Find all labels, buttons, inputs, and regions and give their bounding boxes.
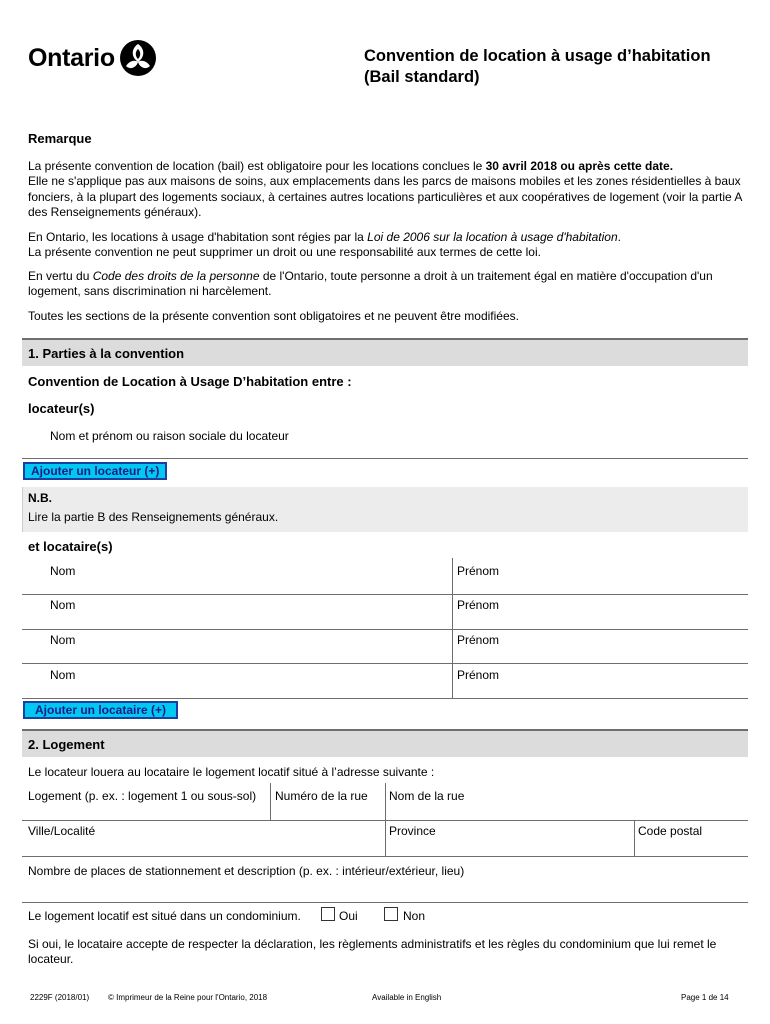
tenant-1-field[interactable] bbox=[22, 594, 748, 595]
tenant-4-field[interactable] bbox=[22, 698, 748, 699]
p2-line2: La présente convention ne peut supprimer un droit ou une responsabilité aux termes de cette loi. bbox=[28, 245, 541, 260]
rental-unit-intro: Le locateur louera au locataire le logement locatif situé à l’adresse suivante : bbox=[28, 765, 435, 779]
remarque-paragraph-2 bbox=[28, 230, 748, 261]
province-label: Province bbox=[389, 824, 436, 838]
tenant-2-first-name-label: Prénom bbox=[457, 598, 500, 612]
condo-yes-checkbox[interactable] bbox=[321, 907, 335, 921]
logo-text: Ontario bbox=[28, 43, 115, 72]
add-tenant-button[interactable]: Ajouter un locataire (+) bbox=[23, 701, 178, 719]
nb-text: Lire la partie B des Renseignements généraux. bbox=[28, 510, 279, 524]
landlord-heading: locateur(s) bbox=[28, 401, 95, 416]
tenant-4-first-name-label: Prénom bbox=[457, 668, 500, 682]
tenant-3-field[interactable] bbox=[22, 663, 748, 664]
p3-italic: Code des droits de la personne bbox=[92, 269, 260, 283]
condo-yes-label: Oui bbox=[339, 909, 358, 923]
p2-end: . bbox=[617, 230, 621, 244]
remarque-paragraph-3 bbox=[28, 269, 748, 300]
condo-question: Le logement locatif est situé dans un condominium. bbox=[28, 909, 301, 923]
street-number-divider bbox=[385, 783, 386, 820]
tenant-3-last-name-label: Nom bbox=[50, 633, 76, 647]
title-line-1: Convention de location à usage d’habitation bbox=[364, 47, 711, 65]
tenant-column-divider bbox=[452, 558, 453, 698]
condo-no-label: Non bbox=[403, 909, 426, 923]
nb-heading: N.B. bbox=[28, 491, 52, 505]
remarque-paragraph-1 bbox=[28, 159, 748, 220]
tenant-2-last-name-label: Nom bbox=[50, 598, 76, 612]
condo-no-checkbox[interactable] bbox=[384, 907, 398, 921]
section-2-header: 2. Logement bbox=[22, 729, 748, 757]
remarque-heading: Remarque bbox=[28, 131, 92, 146]
page-number: Page 1 de 14 bbox=[681, 993, 729, 1002]
ontario-logo bbox=[28, 38, 158, 78]
tenant-4-last-name-label: Nom bbox=[50, 668, 76, 682]
trillium-icon bbox=[118, 38, 158, 78]
street-name-label: Nom de la rue bbox=[389, 789, 465, 803]
title-line-2: (Bail standard) bbox=[364, 68, 480, 86]
postal-code-label: Code postal bbox=[638, 824, 703, 838]
city-label: Ville/Localité bbox=[28, 824, 96, 838]
agreement-subtitle: Convention de Location à Usage D’habitation entre : bbox=[28, 374, 352, 389]
p2-start: En Ontario, les locations à usage d'habitation sont régies par la bbox=[28, 230, 368, 244]
parking-field[interactable] bbox=[22, 902, 748, 903]
form-number: 2229F (2018/01) bbox=[30, 993, 90, 1002]
tenant-2-field[interactable] bbox=[22, 629, 748, 630]
p1-start: La présente convention de location (bail) est obligatoire pour les locations conclues le bbox=[28, 159, 486, 173]
tenant-heading: et locataire(s) bbox=[28, 539, 113, 554]
parking-label: Nombre de places de stationnement et description (p. ex. : intérieur/extérieur, lieu) bbox=[28, 864, 465, 878]
p3-rest: de l'Ontario, toute personne a droit à un traitement égal en matière d'occupation d'un logement, sans discrimination ni harcèlement. bbox=[28, 269, 713, 299]
copyright: © Imprimeur de la Reine pour l'Ontario, 2018 bbox=[108, 993, 268, 1002]
tenant-3-first-name-label: Prénom bbox=[457, 633, 500, 647]
p1-bold: 30 avril 2018 ou après cette date. bbox=[485, 159, 674, 173]
p3-start: En vertu du bbox=[28, 269, 93, 283]
landlord-name-field[interactable] bbox=[22, 458, 748, 459]
unit-label: Logement (p. ex. : logement 1 ou sous-sol) bbox=[28, 789, 257, 803]
landlord-name-label: Nom et prénom ou raison sociale du locateur bbox=[50, 429, 289, 443]
address-line-2-field[interactable] bbox=[22, 856, 748, 857]
section-1-header: 1. Parties à la convention bbox=[22, 338, 748, 366]
available-in-english: Available in English bbox=[372, 993, 442, 1002]
condo-note: Si oui, le locataire accepte de respecter la déclaration, les règlements administratifs et les règles du condominium que lui remet le locateur. bbox=[28, 937, 717, 967]
add-landlord-button[interactable]: Ajouter un locateur (+) bbox=[23, 462, 167, 480]
street-number-label: Numéro de la rue bbox=[275, 789, 368, 803]
remarque-paragraph-4: Toutes les sections de la présente convention sont obligatoires et ne peuvent être modifiées. bbox=[28, 309, 519, 323]
province-divider bbox=[634, 820, 635, 856]
p2-italic: Loi de 2006 sur la location à usage d'habitation bbox=[367, 230, 618, 244]
city-divider bbox=[385, 820, 386, 856]
p1-rest: Elle ne s'applique pas aux maisons de soins, aux emplacements dans les parcs de maisons mobiles et les zones résidentielles à baux fonciers, à la plupart des logements sociaux, à certaines autres locations particulières et aux coopératives de logement (voir la partie A des Renseignements généraux). bbox=[28, 174, 742, 219]
unit-divider bbox=[270, 783, 271, 820]
document-title bbox=[364, 46, 711, 88]
tenant-1-first-name-label: Prénom bbox=[457, 564, 500, 578]
tenant-1-last-name-label: Nom bbox=[50, 564, 76, 578]
